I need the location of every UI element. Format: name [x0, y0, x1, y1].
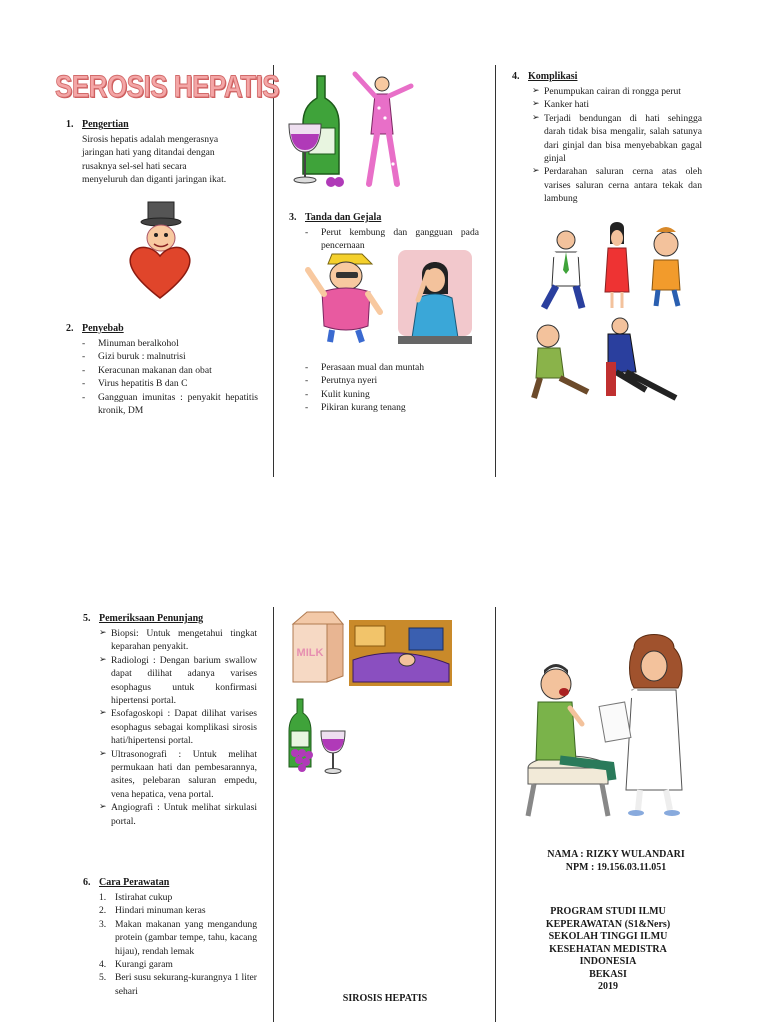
section-number: 4.	[512, 71, 520, 82]
care-item-number: 2.	[99, 905, 107, 917]
care-item	[99, 958, 257, 971]
institution-line: BEKASI	[589, 968, 627, 980]
institution-line: SEKOLAH TINGGI ILMU	[548, 931, 668, 942]
divider-top-right	[495, 65, 496, 477]
section-heading: Komplikasi	[528, 71, 578, 82]
institution-line: INDONESIA	[579, 956, 637, 967]
woman-headache-illustration	[398, 250, 472, 346]
footer-title: SIROSIS HEPATIS	[342, 993, 428, 1004]
author-name: NAMA : RIZKY WULANDARI	[547, 849, 685, 860]
author-info	[498, 849, 734, 874]
divider-bottom-left	[273, 607, 274, 1022]
sick-people-illustration	[526, 222, 696, 404]
section-number: 3.	[289, 212, 297, 223]
section-heading: Cara Perawatan	[99, 877, 170, 888]
symptom-item: - Perut kembung dan gangguan pada pencernaan	[305, 226, 479, 253]
care-item-text: Istirahat cukup	[115, 892, 173, 903]
exam-item: ➢ Angiografi : Untuk melihat sirkulasi portal.	[99, 801, 257, 828]
care-item-number: 5.	[99, 972, 107, 984]
sleeping-person-illustration	[349, 620, 452, 686]
care-item-text: Kurangi garam	[115, 959, 173, 971]
section-heading: Tanda dan Gejala	[305, 212, 382, 223]
care-item	[99, 904, 257, 917]
section-pengertian	[66, 114, 256, 187]
institution-line: PROGRAM STUDI ILMU	[550, 906, 666, 917]
section-heading: Pengertian	[82, 119, 129, 130]
doctor-patient-illustration	[520, 628, 692, 818]
section-number: 5.	[83, 613, 91, 624]
care-item-number: 3.	[99, 918, 107, 930]
definition-line: Sirosis hepatis adalah mengerasnya	[82, 134, 219, 145]
cause-item: - Gangguan imunitas : penyakit hepatitis kronik, DM	[82, 391, 258, 418]
sick-man-illustration	[304, 248, 384, 344]
exam-item: ➢ Esofagoskopi : Dapat dilihat varises esophagus sebagai komplikasi sirosis hati/hipertensi portal.	[99, 707, 257, 747]
care-item	[99, 918, 257, 958]
divider-top-left	[273, 65, 274, 477]
cause-item: - Gizi buruk : malnutrisi	[82, 350, 258, 363]
symptom-item: - Pikiran kurang tenang	[305, 401, 479, 414]
alcohol-party-illustration	[285, 68, 420, 192]
symptom-list	[289, 361, 479, 415]
exam-item: ➢ Ultrasonografi : Untuk melihat permukaan hati dan pembesarannya, asites, pelebaran saluran empedu, vena hepatica, vena portal.	[99, 748, 257, 802]
complication-item: ➢ Kanker hati	[532, 98, 702, 111]
milk-label: MILK	[296, 647, 324, 659]
care-item-text: Makan makanan yang mengandung protein (gambar tempe, tahu, kacang hijau), rendah lemak	[115, 918, 257, 957]
care-item	[99, 891, 257, 904]
exam-item: ➢ Radiologi : Dengan barium swallow dapat dilihat adanya varises esophagus untuk konfirmasi hipertensi portal.	[99, 654, 257, 708]
section-komplikasi	[512, 66, 702, 206]
author-npm: NPM : 19.156.03.11.051	[565, 861, 667, 873]
institution-line: KESEHATAN MEDISTRA	[549, 943, 667, 955]
symptom-item: - Kulit kuning	[305, 388, 479, 401]
symptom-item: - Perutnya nyeri	[305, 374, 479, 387]
section-heading: Penyebab	[82, 323, 124, 334]
section-heading: Pemeriksaan Penunjang	[99, 613, 204, 624]
cause-item: - Keracunan makanan dan obat	[82, 364, 258, 377]
cause-item: - Virus hepatitis B dan C	[82, 377, 258, 390]
cause-item: - Minuman beralkohol	[82, 337, 258, 350]
heart-character-illustration	[124, 198, 196, 302]
brochure-title: SEROSIS HEPATIS	[55, 68, 280, 104]
section-number: 2.	[66, 323, 74, 334]
section-pemeriksaan	[83, 608, 257, 828]
definition-line: rusaknya sel-sel hati secara	[82, 160, 187, 172]
section-number: 1.	[66, 119, 74, 130]
wine-bottle-illustration	[287, 697, 351, 777]
care-item-text: Beri susu sekurang-kurangnya 1 liter sehari	[115, 972, 257, 997]
care-item	[99, 971, 257, 998]
care-item-number: 4.	[99, 959, 107, 971]
milk-carton-illustration	[287, 610, 347, 686]
section-perawatan	[83, 872, 257, 998]
institution-line: KEPERAWATAN (S1&Ners)	[545, 918, 671, 930]
complication-item: ➢ Terjadi bendungan di hati sehingga darah tidak bisa mengalir, salah satunya dari ginjal dan bisa menyebabkan gagal ginjal	[532, 112, 702, 166]
complication-item: ➢ Penumpukan cairan di rongga perut	[532, 85, 702, 98]
institution-year: 2019	[598, 981, 618, 992]
care-item-number: 1.	[99, 892, 107, 903]
section-number: 6.	[83, 877, 91, 888]
section-penyebab	[66, 318, 258, 417]
care-item-text: Hindari minuman keras	[115, 905, 206, 917]
exam-item: ➢ Biopsi: Untuk mengetahui tingkat keparahan penyakit.	[99, 627, 257, 654]
section-tanda-gejala	[289, 207, 479, 253]
definition-line: jaringan hati yang ditandai dengan	[82, 147, 215, 159]
institution-info	[498, 906, 718, 994]
definition-line: menyeluruh dan diganti jaringan ikat.	[82, 174, 227, 186]
divider-bottom-right	[495, 607, 496, 1022]
complication-item: ➢ Perdarahan saluran cerna atas oleh varises saluran cerna antara tekak dan lambung	[532, 165, 702, 205]
symptom-item: - Perasaan mual dan muntah	[305, 361, 479, 374]
